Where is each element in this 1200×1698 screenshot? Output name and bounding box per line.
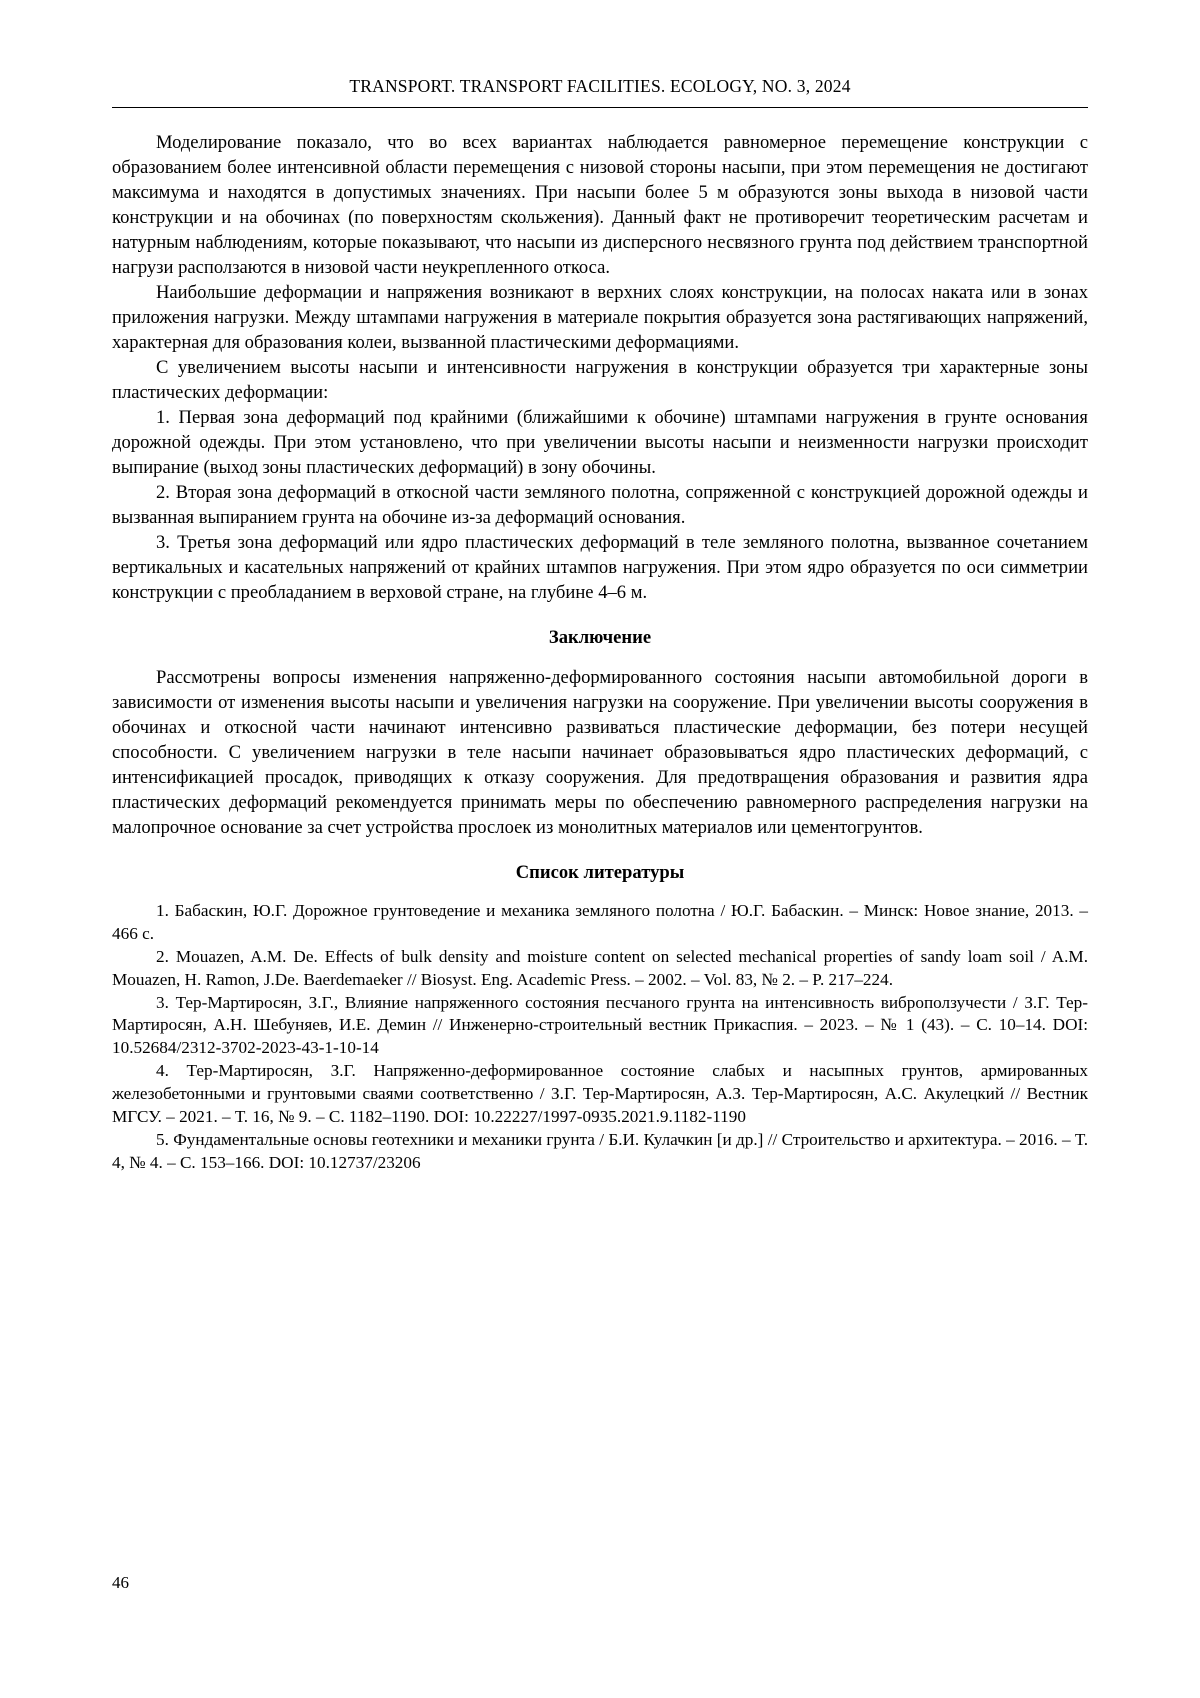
references-heading: Список литературы [515, 862, 685, 883]
reference-item: 3. Тер-Мартиросян, З.Г., Влияние напряженного состояния песчаного грунта на интенсивность виброползучести / З.Г. Тер-Мартиросян, А.Н. Шебуняев, И.Е. Демин // Инженерно-строительный вестник Прикаспия. – 2023. – № 1 (43). – С. 10–14. DOI: 10.52684/2312-3702-2023-43-1-10-14 [112, 992, 1088, 1058]
body-text-block [112, 130, 1088, 605]
reference-item: 1. Бабаскин, Ю.Г. Дорожное грунтоведение и механика земляного полотна / Ю.Г. Бабаскин. – Минск: Новое знание, 2013. – 466 с. [112, 901, 1088, 943]
paragraph: 3. Третья зона деформаций или ядро пластических деформаций в теле земляного полотна, вызванное сочетанием вертикальных и касательных напряжений от крайних штампов нагружения. При этом ядро образуется по оси симметрии конструкции с преобладанием в верховой стране, на глубине 4–6 м. [112, 532, 1088, 603]
reference-item: 5. Фундаментальные основы геотехники и механики грунта / Б.И. Кулачкин [и др.] // Строительство и архитектура. – 2016. – Т. 4, № 4. – С. 153–166. DOI: 10.12737/23206 [112, 1129, 1088, 1172]
header-divider [112, 107, 1088, 108]
paragraph: Наибольшие деформации и напряжения возникают в верхних слоях конструкции, на полосах наката или в зонах приложения нагрузки. Между штампами нагружения в материале покрытия образуется зона растягивающих напряжений, характерная для образования колеи, вызванной пластическими деформациями. [112, 282, 1088, 353]
reference-item: 4. Тер-Мартиросян, З.Г. Напряженно-деформированное состояние слабых и насыпных грунтов, армированных железобетонными и грунтовыми сваями соответственно / З.Г. Тер-Мартиросян, А.З. Тер-Мартиросян, А.С. Акулецкий // Вестник МГСУ. – 2021. – Т. 16, № 9. – С. 1182–1190. DOI: 10.22227/1997-0935.2021.9.1182-1190 [112, 1061, 1088, 1126]
paragraph: 1. Первая зона деформаций под крайними (ближайшими к обочине) штампами нагружения в грунте основания дорожной одежды. При этом установлено, что при увеличении высоты насыпи и неизменности нагрузки происходит выпирание (выход зоны пластических деформаций) в зону обочины. [112, 407, 1088, 478]
reference-item: 2. Mouazen, A.M. De. Effects of bulk density and moisture content on selected mechanical properties of sandy loam soil / A.M. Mouazen, H. Ramon, J.De. Baerdemaeker // Biosyst. Eng. Academic Press. – 2002. – Vol. 83, № 2. – P. 217–224. [112, 946, 1088, 989]
paragraph: 2. Вторая зона деформаций в откосной части земляного полотна, сопряженной с конструкцией дорожной одежды и вызванная выпиранием грунта на обочине из-за деформаций основания. [112, 482, 1088, 528]
page-content [112, 76, 1088, 1175]
paragraph: Моделирование показало, что во всех вариантах наблюдается равномерное перемещение конструкции с образованием более интенсивной области перемещения с низовой стороны насыпи, при этом перемещения не достигают максимума и находятся в допустимых значениях. При насыпи более 5 м образуются зоны выхода в низовой части конструкции и на обочинах (по поверхностям скольжения). Данный факт не противоречит теоретическим расчетам и натурным наблюдениям, которые показывают, что насыпи из дисперсного несвязного грунта под действием транспортной нагрузи расползаются в низовой части неукрепленного откоса. [112, 132, 1088, 278]
references-list [112, 900, 1088, 1175]
paragraph: С увеличением высоты насыпи и интенсивности нагружения в конструкции образуется три характерные зоны пластических деформации: [112, 357, 1088, 403]
page-number: 46 [112, 1573, 129, 1592]
running-head: TRANSPORT. TRANSPORT FACILITIES. ECOLOGY, NO. 3, 2024 [349, 76, 851, 96]
conclusion-heading: Заключение [548, 627, 652, 648]
conclusion-paragraph: Рассмотрены вопросы изменения напряженно-деформированного состояния насыпи автомобильной дороги в зависимости от изменения высоты насыпи и увеличения нагрузки на сооружение. При увеличении высоты сооружения в обочинах и откосной части начинают интенсивно развиваться пластические деформации, без потери несущей способности. С увеличением нагрузки в теле насыпи начинает образовываться ядро пластических деформаций, с интенсификацией просадок, приводящих к отказу сооружения. Для предотвращения образования и развития ядра пластических деформаций рекомендуется принимать меры по обеспечению равномерного распределения нагрузки на малопрочное основание за счет устройства прослоек из монолитных материалов или цементогрунтов. [112, 667, 1088, 838]
